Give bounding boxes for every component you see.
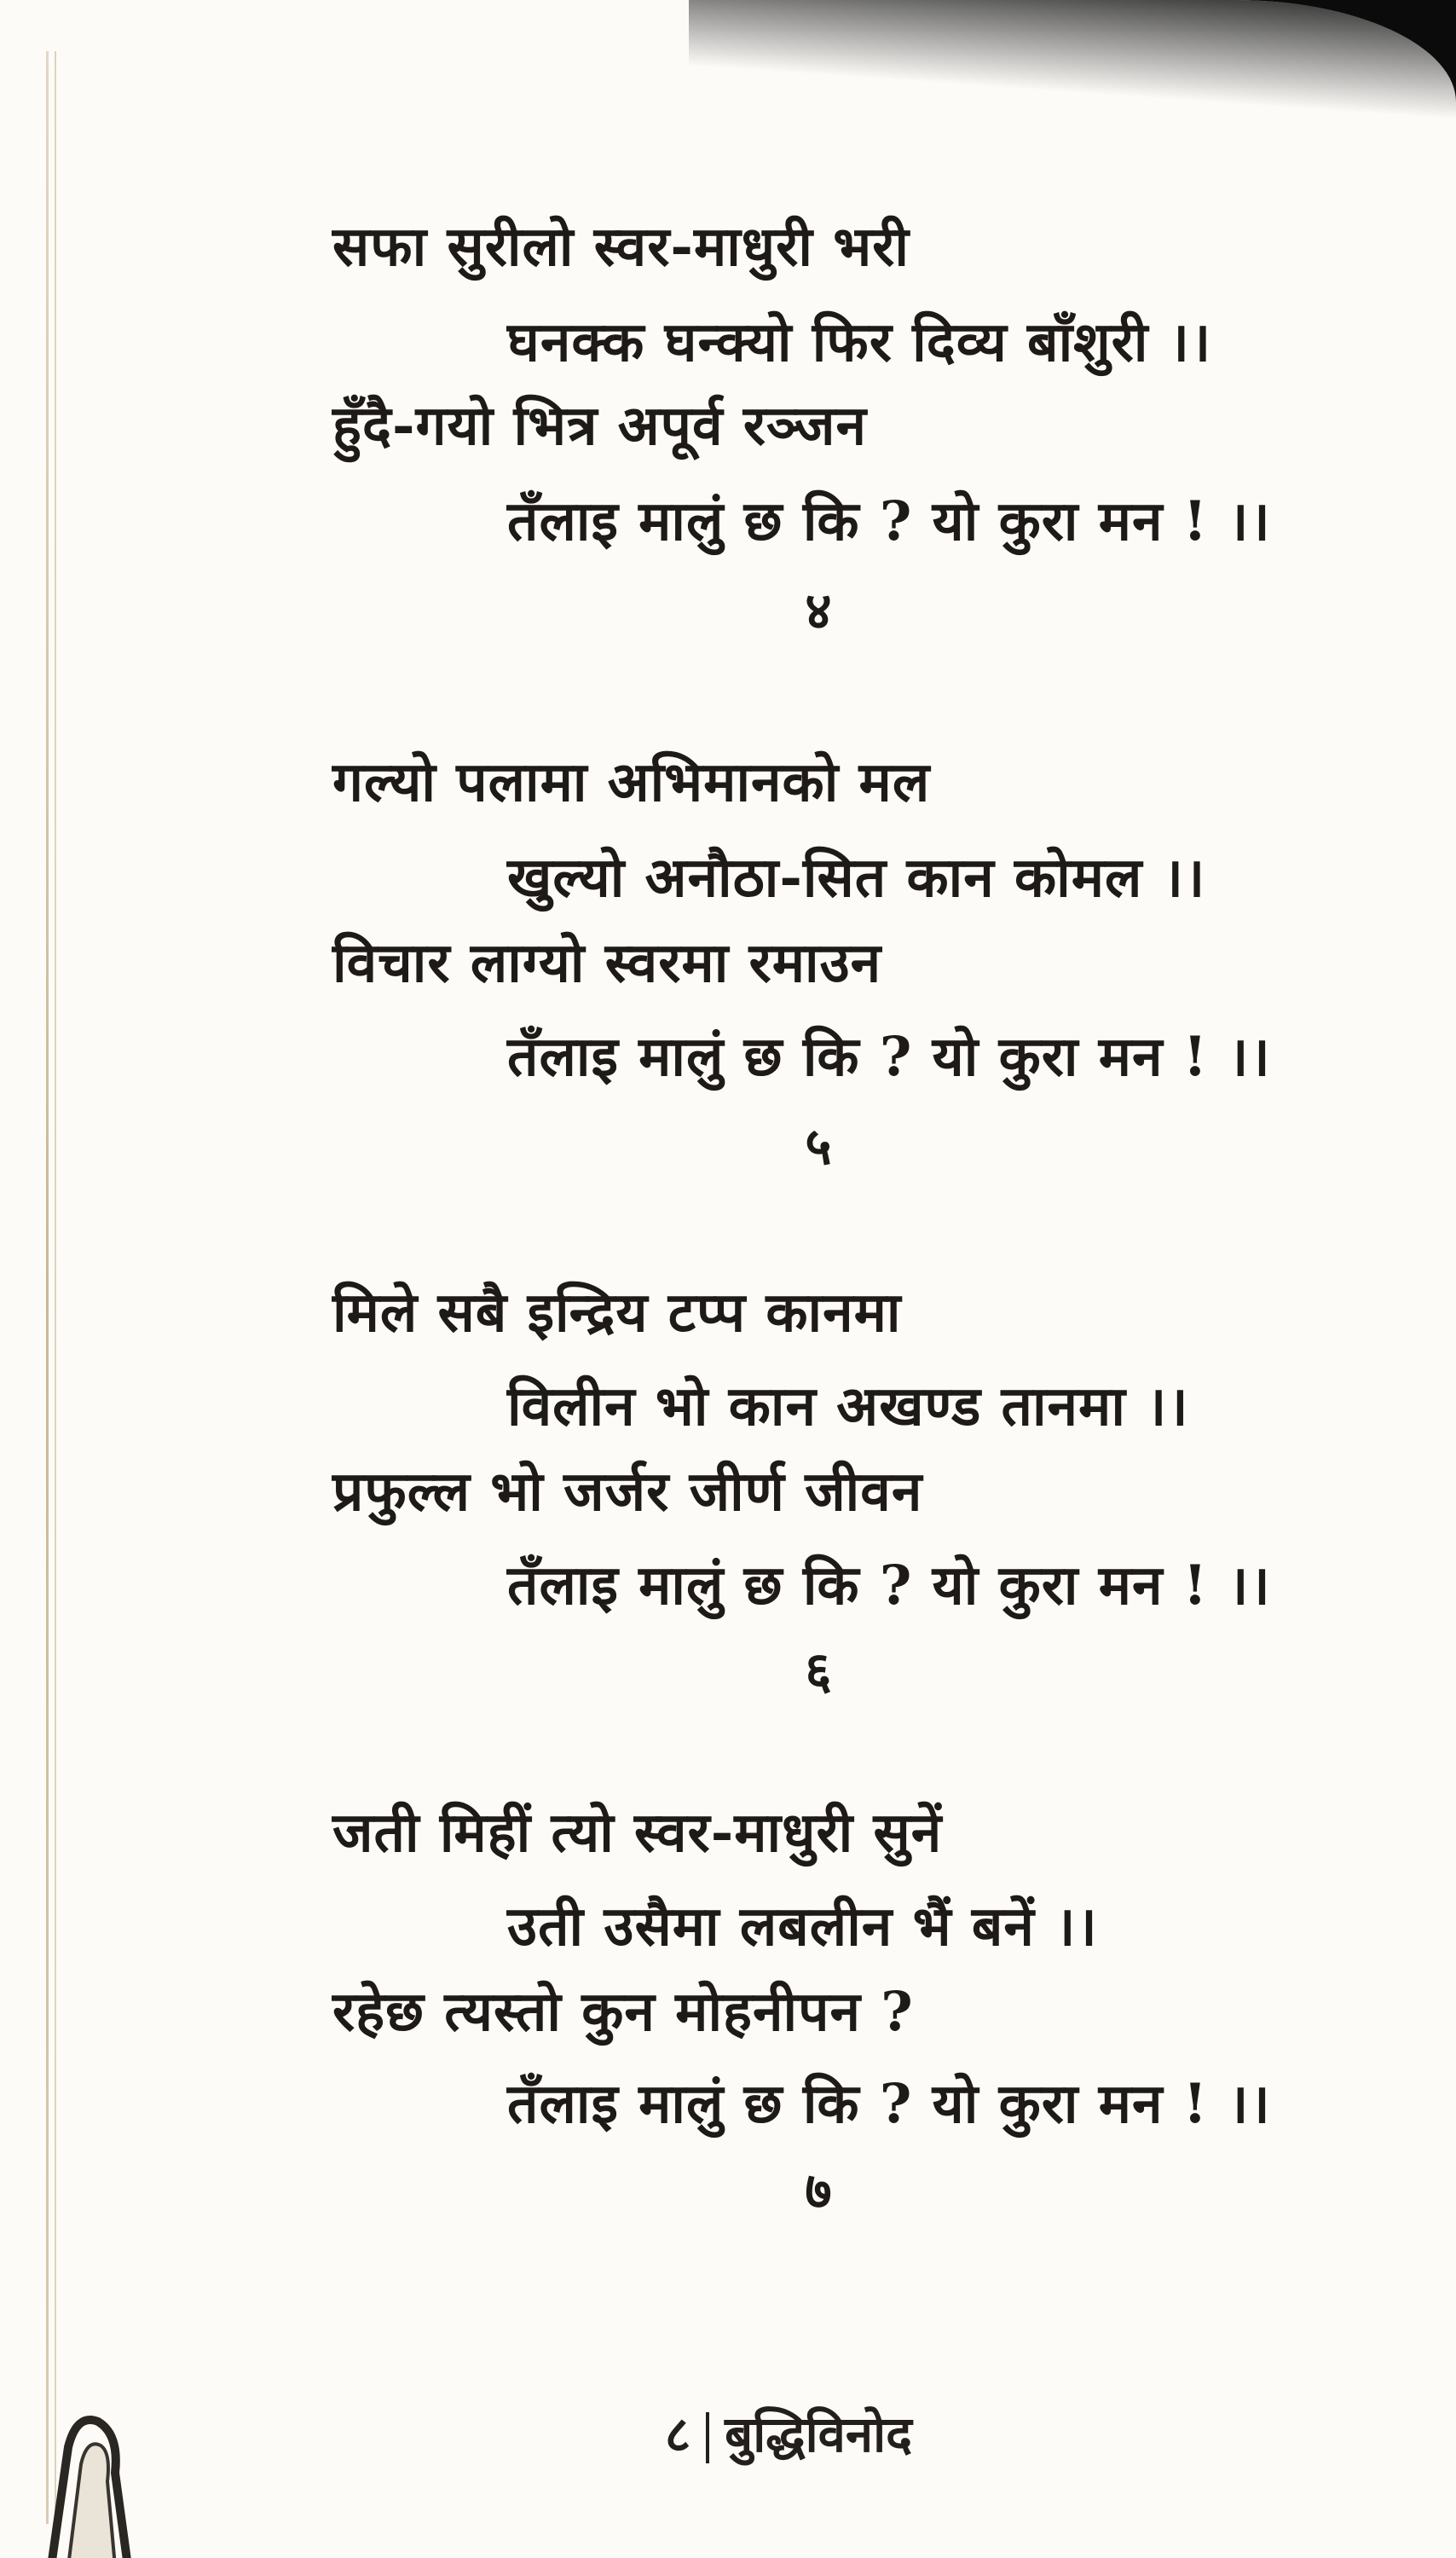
verse-line: प्रफुल्ल भो जर्जर जीर्ण जीवन <box>332 1460 923 1524</box>
verse-line: तँलाइ मालुं छ कि ? यो कुरा मन ! ।। <box>507 1025 1271 1089</box>
stanza-number: ७ <box>805 2162 832 2221</box>
verse-line: जती मिहीं त्यो स्वर-माधुरी सुनें <box>332 1801 943 1865</box>
verse-line: रहेछ त्यस्तो कुन मोहनीपन ? <box>332 1980 914 2044</box>
verse-line: घनक्क घन्क्यो फिर दिव्य बाँशुरी ।। <box>507 310 1212 374</box>
stanza-number: ५ <box>805 1117 832 1177</box>
verse-line: तँलाइ मालुं छ कि ? यो कुरा मन ! ।। <box>507 489 1271 553</box>
verse-line: विलीन भो कान अखण्ड तानमा ।। <box>507 1374 1189 1438</box>
verse-line: हुँदै-गयो भित्र अपूर्व रञ्जन <box>332 394 868 458</box>
stanza-number: ४ <box>805 582 832 641</box>
verse-line: मिले सबै इन्द्रिय टप्प कानमा <box>332 1281 902 1345</box>
footer-divider <box>706 2412 709 2463</box>
verse-line: खुल्यो अनौठा-सित कान कोमल ।। <box>507 846 1206 910</box>
verse-line: उती उसैमा लबलीन भैं बनें ।। <box>507 1895 1098 1959</box>
page-footer <box>665 2400 1057 2468</box>
stanza-number: ६ <box>805 1641 832 1701</box>
verse-line: सफा सुरीलो स्वर-माधुरी भरी <box>332 215 910 279</box>
verse-line: विचार लाग्यो स्वरमा रमाउन <box>332 931 882 995</box>
verse-line: तँलाइ मालुं छ कि ? यो कुरा मन ! ।। <box>507 1554 1271 1618</box>
book-title: बुद्धिविनोद <box>725 2405 912 2463</box>
page-number: ८ <box>665 2405 691 2463</box>
verse-line: तँलाइ मालुं छ कि ? यो कुरा मन ! ।। <box>507 2072 1271 2136</box>
verse-line: गल्यो पलामा अभिमानको मल <box>332 750 931 814</box>
